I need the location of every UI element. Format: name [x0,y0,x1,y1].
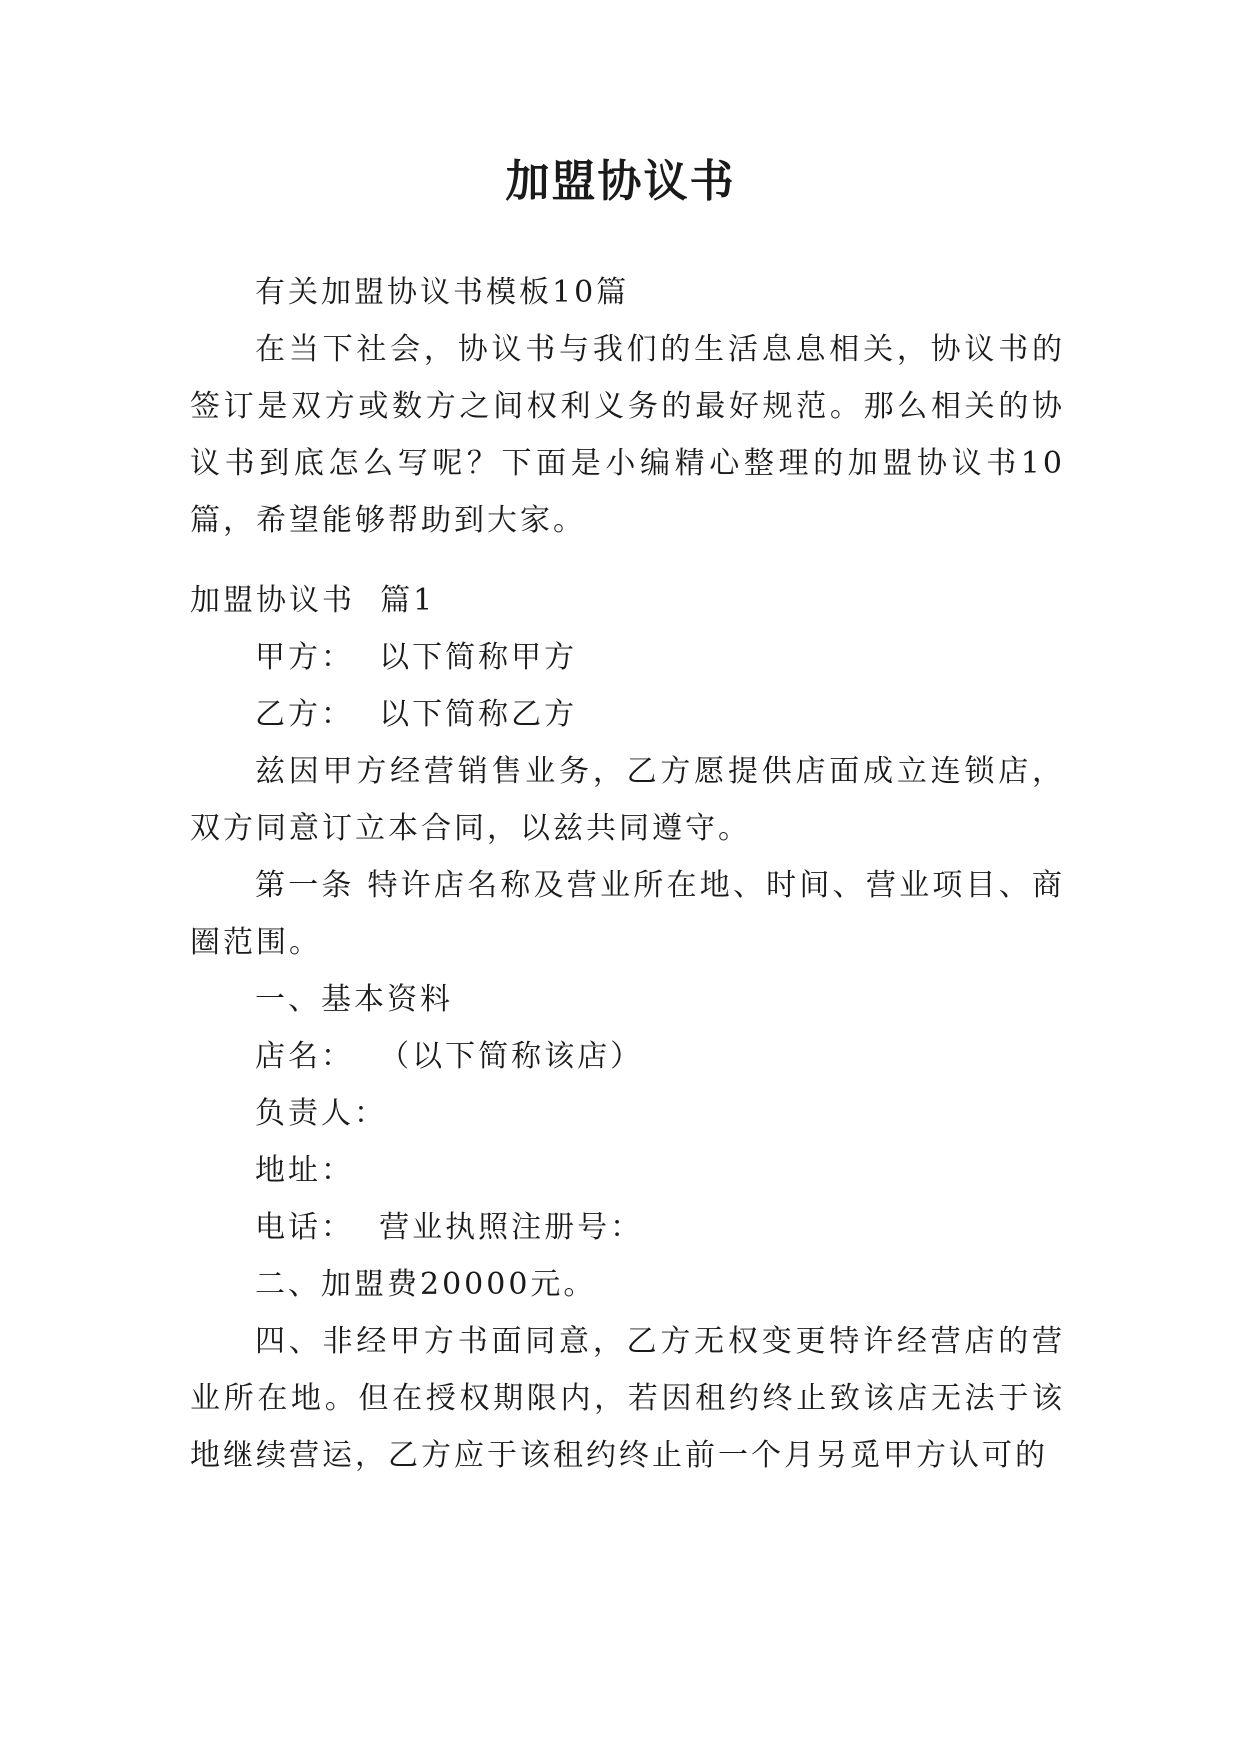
section-heading: 加盟协议书 篇1 [190,583,436,618]
phone-license-line: 电话： 营业执照注册号： [255,1210,644,1245]
party-b-line: 乙方： 以下简称乙方 [255,697,578,732]
basic-info-heading: 一、基本资料 [255,982,453,1017]
manager-line: 负责人： [255,1096,387,1131]
document-title: 加盟协议书 [505,156,736,207]
article-one-heading: 第一条 特许店名称及营业所在地、时间、营业项目、商圈范围。 [190,868,1065,960]
party-a-line: 甲方： 以下简称甲方 [255,640,578,675]
intro-block [190,264,1065,549]
section-block [190,572,1065,1484]
preamble-paragraph: 兹因甲方经营销售业务，乙方愿提供店面成立连锁店，双方同意订立本合同，以兹共同遵守。 [190,754,1065,846]
store-name-line: 店名： （以下简称该店） [255,1039,644,1074]
intro-paragraph: 在当下社会，协议书与我们的生活息息相关，协议书的签订是双方或数方之间权利义务的最好规范。那么相关的协议书到底怎么写呢？下面是小编精心整理的加盟协议书10篇，希望能够帮助到大家。 [190,332,1065,538]
intro-subtitle: 有关加盟协议书模板10篇 [255,275,630,310]
franchise-fee-line: 二、加盟费20000元。 [255,1267,597,1302]
address-line: 地址： [255,1153,354,1188]
clause-four-paragraph: 四、非经甲方书面同意，乙方无权变更特许经营店的营业所在地。但在授权期限内，若因租约终止致该店无法于该地继续营运，乙方应于该租约终止前一个月另觅甲方认可的 [190,1324,1065,1473]
